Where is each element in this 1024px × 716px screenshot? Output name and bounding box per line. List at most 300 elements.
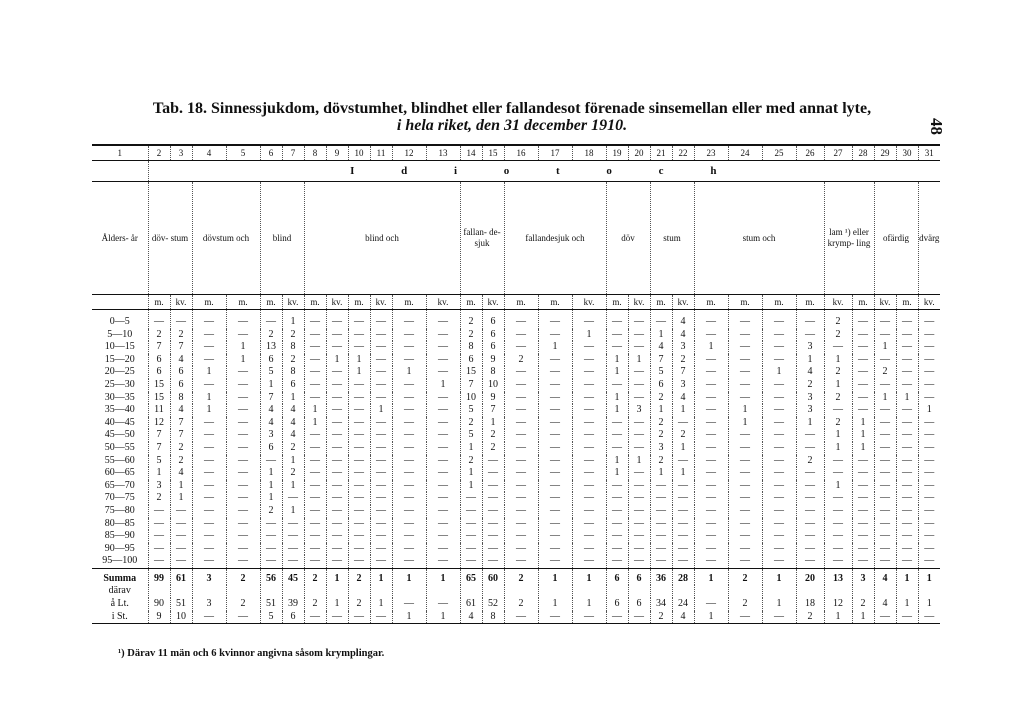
data-cell: 2 [504,354,538,367]
data-cell: — [370,518,392,531]
data-cell: 2 [282,442,304,455]
data-cell: — [348,455,370,468]
data-cell: — [148,543,170,556]
data-cell: 8 [482,366,504,379]
data-cell: — [874,329,896,342]
summary-cell: 65 [460,568,482,585]
data-cell: 1 [650,404,672,417]
data-cell: — [918,366,940,379]
data-cell: — [572,366,606,379]
age-row [92,310,940,329]
data-cell: — [370,329,392,342]
data-cell: 1 [650,329,672,342]
data-cell: 1 [796,417,824,430]
summary-cell [852,585,874,598]
data-cell: — [482,530,504,543]
data-cell: — [874,518,896,531]
data-cell: — [918,379,940,392]
data-cell: — [304,480,326,493]
banner-spacer [92,161,148,182]
data-cell: 6 [460,354,482,367]
data-cell: — [824,543,852,556]
summary-cell: 1 [918,598,940,611]
age-label: 15—20 [104,353,135,365]
data-cell: 4 [282,429,304,442]
summary-row [92,598,940,611]
data-cell: — [572,310,606,329]
data-cell: — [192,379,226,392]
data-cell: — [762,341,796,354]
data-cell: — [348,518,370,531]
summary-cell: — [326,611,348,624]
data-cell: — [874,404,896,417]
summary-cell: 1 [572,568,606,585]
header-lam-eller-krympling: lam ¹) eller krymp- ling [824,182,874,295]
summary-cell: 2 [348,598,370,611]
data-cell: 4 [796,366,824,379]
summary-cell [460,585,482,598]
data-cell: — [672,492,694,505]
data-cell: — [672,505,694,518]
column-number: 25 [762,145,796,161]
summary-cell [326,585,348,598]
data-cell: 6 [148,354,170,367]
column-number: 18 [572,145,606,161]
data-cell: — [538,329,572,342]
data-cell: — [762,480,796,493]
data-cell: — [672,417,694,430]
summary-cell: 1 [538,568,572,585]
data-cell: — [852,455,874,468]
data-cell: 6 [282,379,304,392]
data-cell: 2 [148,329,170,342]
data-cell: — [650,555,672,568]
summary-cell: — [918,611,940,624]
summary-cell: 9 [148,611,170,624]
unit-label: kv. [170,295,192,310]
data-cell: — [606,329,628,342]
data-cell: — [326,467,348,480]
data-cell: — [628,518,650,531]
data-cell: — [824,530,852,543]
data-cell: 3 [650,442,672,455]
data-cell: — [426,555,460,568]
statistics-table [92,144,940,624]
data-cell: — [370,530,392,543]
data-cell: 2 [824,310,852,329]
summary-cell [482,585,504,598]
data-cell: — [796,329,824,342]
data-cell: 1 [192,392,226,405]
summary-cell: 1 [326,568,348,585]
summary-cell: 52 [482,598,504,611]
data-cell: 1 [874,392,896,405]
data-cell: — [348,392,370,405]
age-row [92,379,940,392]
data-cell: — [348,329,370,342]
age-row [92,492,940,505]
data-cell: — [572,492,606,505]
data-cell: — [606,492,628,505]
data-cell: — [226,455,260,468]
data-cell: — [504,404,538,417]
data-cell: — [326,455,348,468]
data-cell: — [918,543,940,556]
data-cell: 11 [148,404,170,417]
data-cell: — [482,492,504,505]
data-cell: — [694,480,728,493]
data-cell: — [874,530,896,543]
data-cell: 1 [426,379,460,392]
data-cell: — [896,429,918,442]
summary-cell [304,585,326,598]
data-cell: — [192,429,226,442]
data-cell: — [762,455,796,468]
summary-cell: 3 [192,568,226,585]
data-cell: 2 [650,417,672,430]
data-cell: 15 [148,392,170,405]
data-cell: — [226,417,260,430]
data-cell: — [606,518,628,531]
data-cell: — [874,429,896,442]
summary-cell: — [392,598,426,611]
data-cell: — [852,329,874,342]
data-cell: — [426,310,460,329]
data-cell: — [538,404,572,417]
data-cell: — [628,555,650,568]
data-cell: — [192,354,226,367]
data-cell: 1 [606,404,628,417]
data-cell: — [282,492,304,505]
data-cell: 1 [650,467,672,480]
unit-label: m. [694,295,728,310]
summary-cell: 1 [694,568,728,585]
data-cell: — [426,480,460,493]
data-cell: 1 [572,329,606,342]
data-cell: — [504,429,538,442]
data-cell: — [192,455,226,468]
column-number: 20 [628,145,650,161]
summary-cell: 61 [460,598,482,611]
summary-cell: — [572,611,606,624]
summary-cell: — [762,611,796,624]
data-cell: 7 [148,442,170,455]
data-cell: — [728,505,762,518]
column-number: 7 [282,145,304,161]
data-cell: — [304,530,326,543]
age-row [92,555,940,568]
data-cell: — [572,442,606,455]
age-row [92,442,940,455]
header-dvarg: dvärg [918,182,940,295]
data-cell: — [694,354,728,367]
data-cell: — [348,467,370,480]
data-cell: — [170,518,192,531]
data-cell: 1 [852,429,874,442]
column-number: 21 [650,145,672,161]
summary-label: Summa [92,568,148,585]
data-cell: — [392,467,426,480]
data-cell: — [572,379,606,392]
data-cell: 2 [460,417,482,430]
data-cell: 1 [282,505,304,518]
summary-cell: 99 [148,568,170,585]
column-number: 22 [672,145,694,161]
data-cell: — [348,417,370,430]
data-cell: 2 [672,354,694,367]
data-cell: — [226,404,260,417]
data-cell: 7 [170,341,192,354]
summary-cell [392,585,426,598]
summary-cell [504,585,538,598]
data-cell: — [918,329,940,342]
data-cell: 1 [728,404,762,417]
data-cell: — [852,543,874,556]
data-cell: — [192,417,226,430]
summary-cell: 51 [170,598,192,611]
data-cell: — [918,467,940,480]
summary-cell: 2 [650,611,672,624]
data-cell: 8 [170,392,192,405]
summary-cell: — [348,611,370,624]
data-cell: — [918,442,940,455]
summary-cell [370,585,392,598]
data-cell: 2 [650,429,672,442]
data-cell: — [192,442,226,455]
data-cell: — [852,310,874,329]
summary-cell: 2 [504,598,538,611]
data-cell: — [672,455,694,468]
age-label: 75—80 [104,504,135,516]
age-label: 10—15 [104,341,135,353]
column-number: 6 [260,145,282,161]
data-cell: — [852,518,874,531]
summary-row [92,585,940,598]
data-cell: 2 [260,329,282,342]
data-cell: — [148,555,170,568]
data-cell: — [628,543,650,556]
data-cell: 8 [282,341,304,354]
data-cell: — [304,555,326,568]
data-cell: — [918,480,940,493]
data-cell: — [348,404,370,417]
data-cell: — [304,329,326,342]
data-cell: — [392,530,426,543]
data-cell: 1 [918,404,940,417]
data-cell: 6 [482,310,504,329]
data-cell: 3 [148,480,170,493]
data-cell: — [392,555,426,568]
data-cell: 1 [852,417,874,430]
data-cell: — [370,480,392,493]
footnote: ¹) Därav 11 män och 6 kvinnor angivna såsom krymplingar. [118,648,385,659]
data-cell: 1 [672,442,694,455]
data-cell: — [538,555,572,568]
data-cell: — [852,341,874,354]
data-cell: — [572,341,606,354]
age-row [92,404,940,417]
column-number: 1 [92,145,148,161]
data-cell: — [192,530,226,543]
data-cell: — [606,555,628,568]
data-cell: — [694,505,728,518]
data-cell: — [694,366,728,379]
summary-cell: 2 [728,598,762,611]
age-row [92,329,940,342]
data-cell: — [326,480,348,493]
data-cell: 10 [482,379,504,392]
data-cell: — [796,467,824,480]
data-cell: 3 [796,341,824,354]
data-cell: 1 [260,467,282,480]
data-cell: 4 [672,310,694,329]
summary-cell: 1 [852,611,874,624]
summary-cell: — [370,611,392,624]
data-cell: — [460,518,482,531]
data-cell: — [192,310,226,329]
data-cell: — [426,341,460,354]
data-cell: — [694,379,728,392]
data-cell: — [538,354,572,367]
data-cell: — [504,555,538,568]
age-label: 45—50 [104,429,135,441]
summary-cell: 8 [482,611,504,624]
data-cell: — [192,341,226,354]
data-cell: 1 [796,354,824,367]
data-cell: — [918,392,940,405]
data-cell: — [606,417,628,430]
data-cell: — [628,442,650,455]
summary-cell: 1 [538,598,572,611]
data-cell: — [392,354,426,367]
data-cell: — [426,518,460,531]
data-cell: 1 [348,354,370,367]
column-number: 5 [226,145,260,161]
data-cell: — [824,404,852,417]
data-cell: — [504,417,538,430]
summary-cell [148,585,170,598]
data-cell: — [392,417,426,430]
data-cell: — [370,417,392,430]
data-cell: — [326,543,348,556]
data-cell: — [304,543,326,556]
summary-cell: 6 [606,598,628,611]
summary-cell: 10 [170,611,192,624]
summary-cell: 6 [606,568,628,585]
data-cell: — [672,518,694,531]
data-cell: — [694,442,728,455]
data-cell: — [896,455,918,468]
data-cell: 6 [170,379,192,392]
data-cell: 1 [282,480,304,493]
data-cell: — [482,543,504,556]
data-cell: 2 [460,329,482,342]
data-cell: 1 [672,467,694,480]
data-cell: — [370,543,392,556]
data-cell: 2 [282,329,304,342]
data-cell: — [824,467,852,480]
summary-cell: — [728,611,762,624]
unit-label: m. [392,295,426,310]
unit-label: m. [226,295,260,310]
header-dovstum: döv- stum [148,182,192,295]
data-cell: 6 [260,354,282,367]
data-cell: 1 [170,480,192,493]
data-cell: 1 [460,480,482,493]
summary-cell: — [874,611,896,624]
unit-label: kv. [482,295,504,310]
column-number: 11 [370,145,392,161]
data-cell: — [762,329,796,342]
column-number: 19 [606,145,628,161]
summary-cell: 1 [326,598,348,611]
data-cell: — [572,555,606,568]
summary-cell: 18 [796,598,824,611]
data-cell: 2 [148,492,170,505]
data-cell: — [728,392,762,405]
data-cell: — [260,530,282,543]
data-cell: — [504,543,538,556]
age-row [92,530,940,543]
age-row [92,392,940,405]
age-row [92,543,940,556]
data-cell: — [538,543,572,556]
data-cell: — [874,480,896,493]
data-cell: — [504,518,538,531]
data-cell: 4 [170,404,192,417]
data-cell: — [370,310,392,329]
data-cell: — [728,480,762,493]
data-cell: — [482,518,504,531]
data-cell: — [572,354,606,367]
data-cell: 1 [896,392,918,405]
data-cell: — [170,530,192,543]
data-cell: — [304,341,326,354]
data-cell: — [426,467,460,480]
data-cell: — [504,467,538,480]
summary-cell: 1 [370,598,392,611]
unit-label: kv. [326,295,348,310]
summary-cell: 1 [426,568,460,585]
summary-cell: 1 [572,598,606,611]
summary-cell: 4 [672,611,694,624]
data-cell: — [694,555,728,568]
summary-cell [170,585,192,598]
data-cell: — [874,455,896,468]
data-cell: — [482,555,504,568]
data-cell: — [260,518,282,531]
data-cell: — [896,329,918,342]
data-cell: 6 [148,366,170,379]
data-cell: — [572,429,606,442]
summary-cell: 60 [482,568,504,585]
data-cell: — [304,310,326,329]
data-cell: — [504,492,538,505]
data-cell: — [896,404,918,417]
data-cell: — [728,455,762,468]
data-cell: 2 [650,392,672,405]
data-cell: — [650,518,672,531]
summary-cell [260,585,282,598]
data-cell: — [304,354,326,367]
age-row [92,366,940,379]
data-cell: — [460,505,482,518]
data-cell: — [426,404,460,417]
data-cell: 1 [606,354,628,367]
data-cell: 2 [482,429,504,442]
unit-label: kv. [282,295,304,310]
data-cell: 15 [460,366,482,379]
